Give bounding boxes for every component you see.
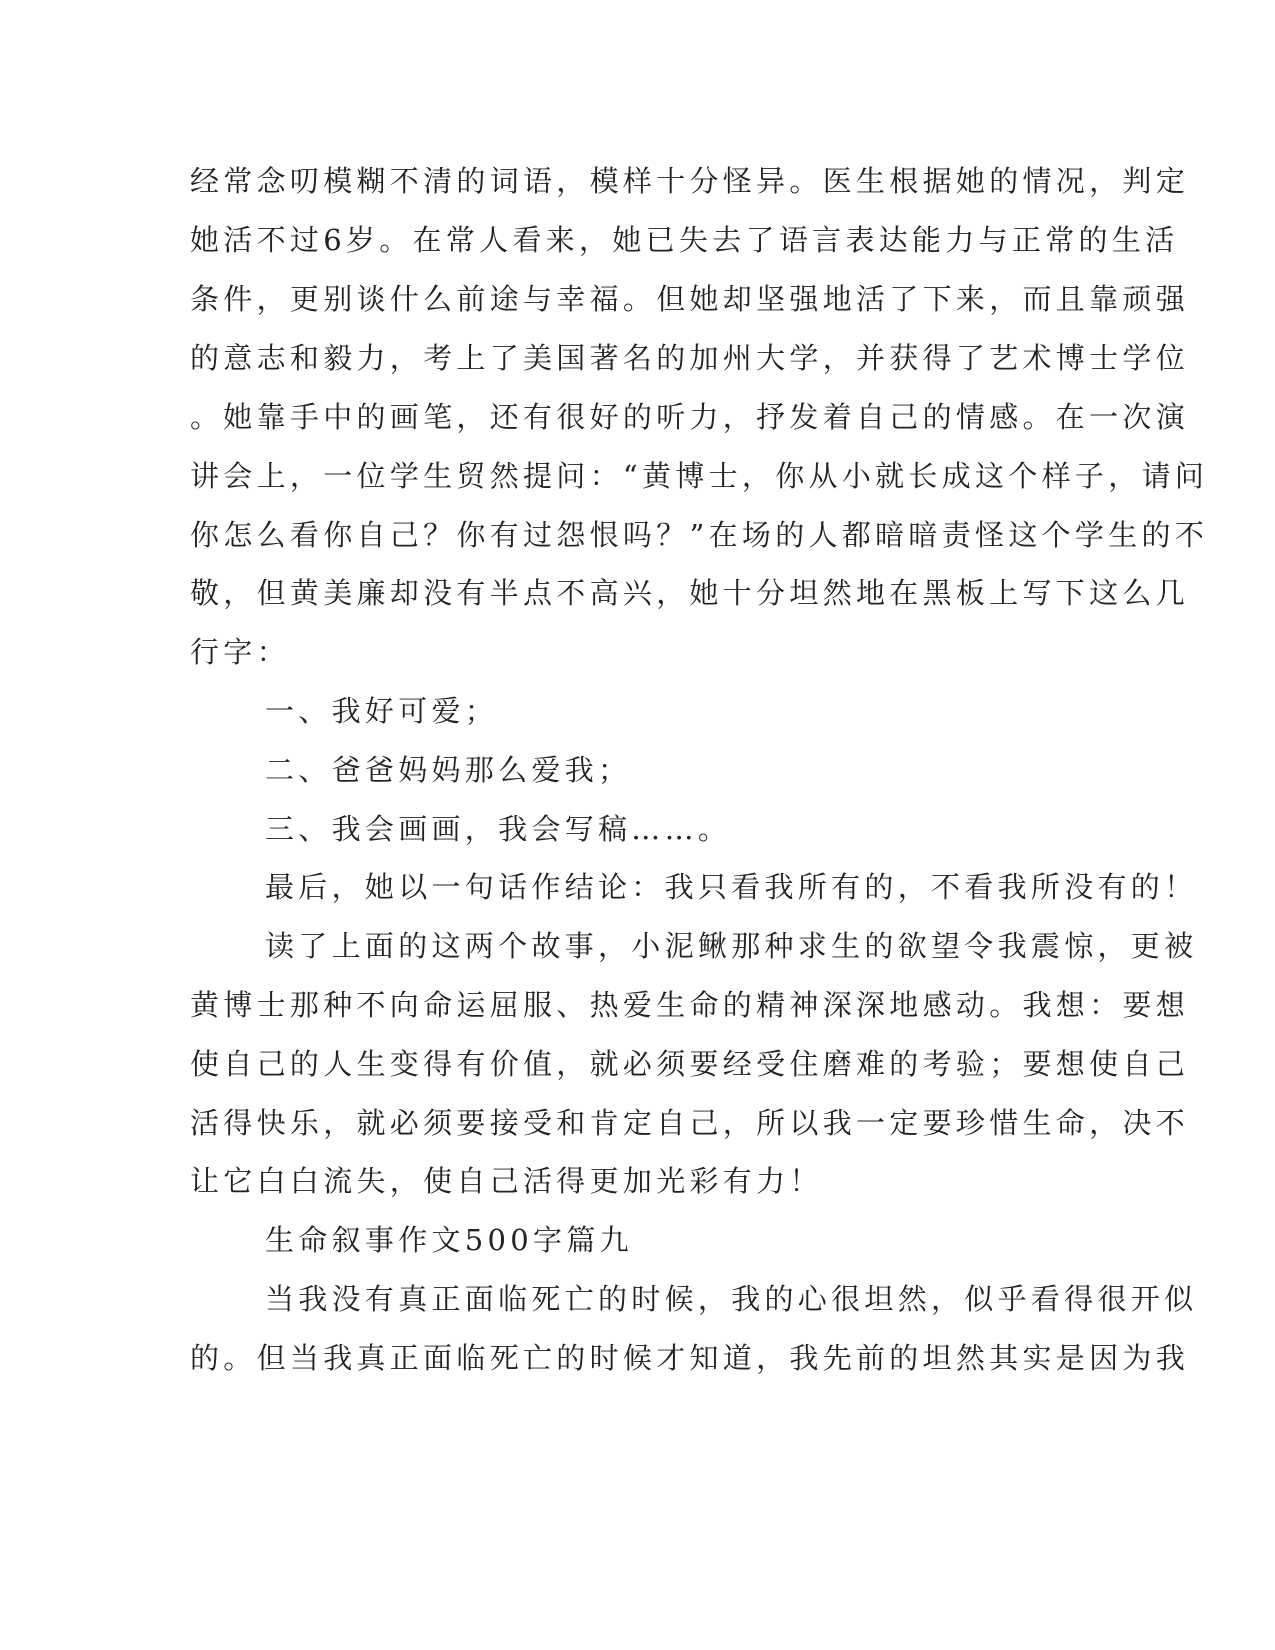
paragraph-line: 使自己的人生变得有价值，就必须要经受住磨难的考验；要想使自己 bbox=[190, 1047, 1190, 1081]
list-item-line: 一、我好可爱； bbox=[265, 694, 499, 728]
paragraph-line: 敬，但黄美廉却没有半点不高兴，她十分坦然地在黑板上写下这么几 bbox=[190, 576, 1190, 610]
section-heading: 生命叙事作文500字篇九 bbox=[265, 1223, 633, 1257]
list-item-line: 二、爸爸妈妈那么爱我； bbox=[265, 753, 632, 787]
paragraph-line: 的意志和毅力，考上了美国著名的加州大学，并获得了艺术博士学位 bbox=[190, 341, 1190, 375]
paragraph-line: 讲会上，一位学生贸然提问：“黄博士，你从小就长成这个样子，请问 bbox=[190, 459, 1209, 493]
list-item-line: 三、我会画画，我会写稿……。 bbox=[265, 812, 732, 846]
paragraph-line: 黄博士那种不向命运屈服、热爱生命的精神深深地感动。我想：要想 bbox=[190, 988, 1190, 1022]
paragraph-line: 行字： bbox=[190, 635, 290, 669]
paragraph-line: 条件，更别谈什么前途与幸福。但她却坚强地活了下来，而且靠顽强 bbox=[190, 282, 1190, 316]
paragraph-line: 活得快乐，就必须要接受和肯定自己，所以我一定要珍惜生命，决不 bbox=[190, 1106, 1190, 1140]
paragraph-line: 经常念叨模糊不清的词语，模样十分怪异。医生根据她的情况，判定 bbox=[190, 164, 1190, 198]
paragraph-line: 。她靠手中的画笔，还有很好的听力，抒发着自己的情感。在一次演 bbox=[190, 400, 1190, 434]
paragraph-line: 当我没有真正面临死亡的时候，我的心很坦然，似乎看得很开似 bbox=[265, 1282, 1198, 1316]
paragraph-line: 她活不过6岁。在常人看来，她已失去了语言表达能力与正常的生活 bbox=[190, 223, 1179, 257]
paragraph-line: 的。但当我真正面临死亡的时候才知道，我先前的坦然其实是因为我 bbox=[190, 1341, 1190, 1375]
paragraph-line: 最后，她以一句话作结论：我只看我所有的，不看我所没有的！ bbox=[265, 870, 1198, 904]
paragraph-line: 让它白白流失，使自己活得更加光彩有力！ bbox=[190, 1164, 823, 1198]
paragraph-line: 读了上面的这两个故事，小泥鳅那种求生的欲望令我震惊，更被 bbox=[265, 929, 1198, 963]
paragraph-line: 你怎么看你自己？你有过怨恨吗？”在场的人都暗暗责怪这个学生的不 bbox=[190, 518, 1209, 552]
